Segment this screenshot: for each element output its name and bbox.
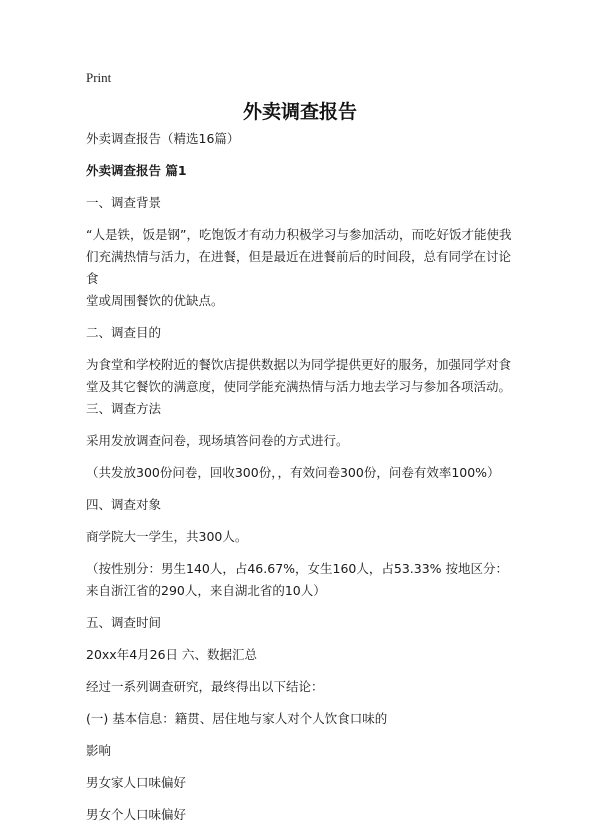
paragraph-background: “人是铁，饭是钢”，吃饱饭才有动力积极学习与参加活动，而吃好饭才能使我们充满热情与活力，在进餐，但是最近在进餐前后的时间段，总有同学在讨论食	[86, 227, 512, 286]
document-body	[86, 128, 516, 836]
heading-subjects: 四、调查对象	[86, 497, 162, 512]
heading-time: 五、调查时间	[86, 615, 162, 630]
paragraph-background-cont: 堂或周围餐饮的优缺点。	[86, 293, 224, 308]
paragraph-influence: 影响	[86, 743, 112, 758]
report-section-heading: 外卖调查报告 篇1	[86, 163, 187, 178]
paragraph-subjects: 商学院大一学生，共300人。	[86, 529, 248, 544]
report-subtitle: 外卖调查报告（精选16篇）	[86, 131, 240, 146]
paragraph-subject-breakdown: （按性别分：男生140人，占46.67%，女生160人，占53.33% 按地区分：来自浙江省的290人，来自湖北省的10人）	[86, 561, 509, 598]
document-title: 外卖调查报告	[242, 101, 357, 123]
heading-purpose: 二、调查目的	[86, 325, 162, 340]
heading-background: 一、调查背景	[86, 195, 162, 210]
paragraph-conclusion-intro: 经过一系列调查研究，最终得出以下结论：	[86, 679, 324, 694]
print-link[interactable]: Print	[86, 70, 112, 85]
paragraph-time: 20xx年4月26日 六、数据汇总	[86, 647, 258, 662]
paragraph-purpose: 为食堂和学校附近的餐饮店提供数据以为同学提供更好的服务，加强同学对食堂及其它餐饮的满意度，使同学能充满热情与活力地去学习与参加各项活动。三、调查方法	[86, 357, 512, 416]
paragraph-personal-preference: 男女个人口味偏好	[86, 807, 187, 822]
paragraph-basic-info: (一) 基本信息：籍贯、居住地与家人对个人饮食口味的	[86, 711, 388, 726]
paragraph-questionnaire-stats: （共发放300份问卷，回收300份，，有效问卷300份，问卷有效率100%）	[86, 465, 500, 480]
paragraph-family-preference: 男女家人口味偏好	[86, 775, 187, 790]
paragraph-method: 采用发放调查问卷，现场填答问卷的方式进行。	[86, 433, 349, 448]
